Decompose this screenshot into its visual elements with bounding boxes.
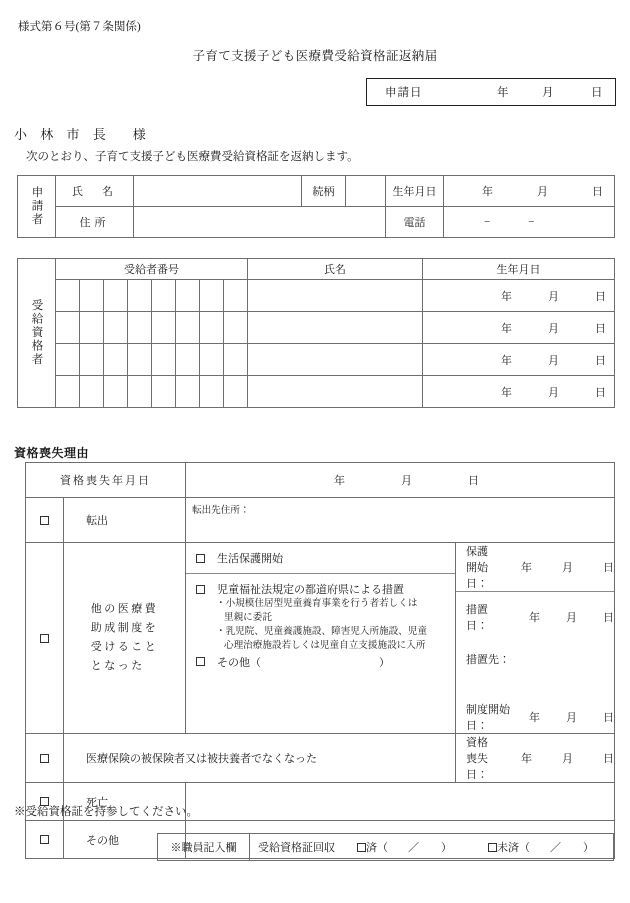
date-day: 日 [603, 753, 614, 765]
option-welfare-start[interactable] [186, 543, 455, 574]
recipient-number-cell[interactable] [80, 344, 104, 376]
loss-date-month: 月 [401, 475, 412, 487]
bullet-line: ・小規模住居型児童養育事業を行う者若しくは [216, 598, 418, 609]
recipient-day: 日 [595, 290, 606, 303]
date-label: 保護開始日： [466, 546, 488, 590]
done-label: 済（ [366, 842, 388, 854]
label-insurance: 医療保険の被保険者又は被扶養者でなくなった [64, 734, 456, 783]
applicant-relation-label: 続柄 [302, 176, 346, 207]
page-title: 子育て支援子ども医療費受給資格証返納届 [192, 49, 438, 63]
loss-date-day: 日 [468, 475, 479, 487]
recipient-year: 年 [501, 322, 512, 335]
applicant-phone-label: 電話 [386, 207, 444, 238]
recipient-month: 月 [548, 386, 559, 399]
table-row [18, 344, 615, 376]
lead-text: 次のとおり、子育て支援子ども医療費受給資格証を返納します。 [26, 151, 359, 163]
recipient-number-cell[interactable] [152, 312, 176, 344]
checkbox-icon[interactable] [40, 634, 49, 643]
recipient-birth-field[interactable] [423, 280, 615, 312]
application-date-year: 年 [497, 87, 509, 99]
option-close-paren: ） [379, 656, 390, 669]
recipient-number-cell[interactable] [128, 312, 152, 344]
label-death: 死亡 [64, 783, 186, 821]
recipient-number-cell[interactable] [56, 344, 80, 376]
option-label: 生活保護開始 [217, 553, 283, 565]
checkbox-icon[interactable] [196, 585, 205, 594]
applicant-relation-field[interactable] [346, 176, 386, 207]
recipient-number-cell[interactable] [176, 344, 200, 376]
birth-day: 日 [592, 186, 603, 198]
bullet-line: ・乳児院、児童養護施設、障害児入所施設、児童 [216, 625, 428, 637]
loss-reason-table [25, 462, 615, 859]
date-month: 月 [566, 612, 577, 624]
recipient-number-cell[interactable] [104, 280, 128, 312]
slash-icon: ／ [408, 842, 419, 854]
recipient-number-cell[interactable] [152, 344, 176, 376]
date-year: 年 [521, 562, 532, 574]
phone-dash-1: − [484, 216, 491, 228]
checkbox-other-subsidy-cell[interactable] [26, 543, 64, 734]
recipient-month: 月 [548, 290, 559, 303]
recipient-day: 日 [595, 322, 606, 335]
option-label: 児童福祉法規定の都道府県による措置 [217, 584, 404, 596]
applicant-phone-field[interactable] [444, 207, 615, 238]
applicant-vertical-label: 申請者 [30, 186, 43, 227]
footer-note: ※受給資格証を持参してください。 [14, 806, 198, 818]
recipient-number-cell[interactable] [152, 280, 176, 312]
table-row [26, 498, 615, 543]
recipient-name-field[interactable] [248, 344, 423, 376]
recipient-number-cell[interactable] [176, 312, 200, 344]
recipient-vertical-label-cell [18, 259, 56, 408]
insurance-date-field[interactable] [456, 734, 615, 783]
application-date-day: 日 [591, 87, 603, 99]
applicant-address-field[interactable] [134, 207, 386, 238]
recipient-number-cell[interactable] [176, 280, 200, 312]
loss-date-year: 年 [334, 475, 345, 487]
transfer-address-field[interactable] [186, 498, 615, 543]
option-row [186, 574, 455, 680]
transfer-address-label: 転出先住所： [192, 505, 250, 516]
checkbox-icon[interactable] [357, 843, 366, 852]
recipient-number-cell[interactable] [56, 312, 80, 344]
recipient-number-cell[interactable] [200, 280, 224, 312]
date-year: 年 [529, 712, 540, 724]
application-date-label: 申請日 [385, 87, 423, 99]
table-row [26, 734, 615, 783]
label-line: 助成制度を [90, 621, 159, 634]
label-line: となった [90, 660, 145, 673]
recipient-number-cell[interactable] [224, 280, 248, 312]
table-row [18, 207, 615, 238]
death-field[interactable] [186, 783, 615, 821]
recipient-number-cell[interactable] [200, 376, 224, 408]
checkbox-icon[interactable] [196, 554, 205, 563]
close-paren: ） [583, 842, 594, 854]
table-row [26, 543, 615, 734]
checkbox-icon[interactable] [196, 657, 205, 666]
table-row [18, 376, 615, 408]
table-row [26, 463, 615, 498]
staff-entry-box [157, 833, 614, 861]
recipient-day: 日 [595, 354, 606, 367]
table-row [18, 280, 615, 312]
addressee-honorific: 様 [132, 127, 151, 142]
date-label: 制度開始日： [466, 704, 510, 732]
recipient-number-cell[interactable] [104, 312, 128, 344]
table-row [18, 312, 615, 344]
phone-dash-2: − [528, 216, 535, 228]
option-child-welfare-measure[interactable] [186, 574, 455, 680]
not-done-label: 未済（ [497, 842, 530, 854]
date-month: 月 [562, 753, 573, 765]
recipient-name-field[interactable] [248, 312, 423, 344]
recipient-birth-field[interactable] [423, 376, 615, 408]
checkbox-icon[interactable] [40, 516, 49, 525]
date-row [456, 543, 614, 592]
checkbox-other-cell[interactable] [26, 821, 64, 859]
bullet-line: 里親に委託 [224, 611, 272, 623]
label-transfer: 転出 [64, 498, 186, 543]
recipient-number-cell[interactable] [56, 280, 80, 312]
recipient-name-field[interactable] [248, 280, 423, 312]
other-subsidy-options [186, 543, 456, 734]
recipient-birth-field[interactable] [423, 312, 615, 344]
slash-icon: ／ [550, 842, 561, 854]
recipient-vertical-label: 受給資格者 [30, 299, 43, 367]
birth-month: 月 [537, 186, 548, 198]
checkbox-icon[interactable] [40, 835, 49, 844]
placement-label: 措置先： [466, 654, 510, 666]
applicant-name-label: 氏 名 [56, 176, 134, 207]
recipient-number-cell[interactable] [80, 280, 104, 312]
table-row [18, 259, 615, 280]
applicant-table [17, 175, 615, 238]
recipient-birth-header: 生年月日 [423, 259, 615, 280]
birth-year: 年 [482, 186, 493, 198]
label-line: 受けること [90, 641, 159, 653]
recipient-day: 日 [595, 386, 606, 399]
recipient-name-field[interactable] [248, 376, 423, 408]
checkbox-icon[interactable] [40, 754, 49, 763]
recipient-year: 年 [501, 386, 512, 399]
applicant-address-label: 住所 [56, 207, 134, 238]
applicant-vertical-label-cell [18, 176, 56, 238]
recipient-month: 月 [548, 354, 559, 367]
recipient-number-cell[interactable] [104, 344, 128, 376]
recipient-number-cell[interactable] [200, 312, 224, 344]
option-list [186, 543, 455, 679]
form-code: 様式第６号(第７条関係) [18, 21, 141, 33]
recipient-number-cell[interactable] [152, 376, 176, 408]
protection-start-date[interactable] [456, 543, 614, 592]
option-label: その他（ [217, 656, 261, 669]
checkbox-transfer-cell[interactable] [26, 498, 64, 543]
addressee [14, 124, 151, 143]
date-day: 日 [603, 562, 614, 574]
label-other: その他 [64, 821, 186, 859]
recipient-number-header: 受給者番号 [56, 259, 248, 280]
other-subsidy-dates [456, 543, 615, 734]
applicant-birth-field[interactable] [444, 176, 615, 207]
recipient-number-cell[interactable] [80, 376, 104, 408]
option-other[interactable] [186, 654, 455, 670]
recipient-year: 年 [501, 290, 512, 303]
label-other-subsidy [64, 543, 186, 734]
recipient-number-cell[interactable] [128, 376, 152, 408]
checkbox-insurance-cell[interactable] [26, 734, 64, 783]
addressee-name: 小 林 市 長 [14, 127, 111, 142]
recipient-number-cell[interactable] [176, 376, 200, 408]
recipient-table [17, 258, 615, 408]
application-date-box [366, 78, 616, 106]
recipient-number-cell[interactable] [104, 376, 128, 408]
recipient-year: 年 [501, 354, 512, 367]
loss-date-label: 資格喪失年月日 [26, 463, 186, 498]
date-label: 資格喪失日： [466, 737, 488, 781]
date-list [456, 543, 614, 733]
date-month: 月 [566, 712, 577, 724]
recipient-number-cell[interactable] [80, 312, 104, 344]
recipient-number-cell[interactable] [56, 376, 80, 408]
applicant-name-field[interactable] [134, 176, 302, 207]
option-bullets [186, 597, 455, 653]
date-row [456, 592, 614, 734]
option-row [186, 543, 455, 574]
date-day: 日 [603, 712, 614, 724]
recipient-birth-field[interactable] [423, 344, 615, 376]
close-paren: ） [441, 842, 452, 854]
applicant-birth-label: 生年月日 [386, 176, 444, 207]
label-line: 他の医療費 [90, 602, 159, 615]
date-label: 措置日： [466, 604, 488, 632]
table-row [158, 834, 614, 861]
recipient-month: 月 [548, 322, 559, 335]
application-date-month: 月 [542, 87, 554, 99]
staff-entry-label: ※職員記入欄 [158, 834, 250, 861]
recipient-name-header: 氏名 [248, 259, 423, 280]
collection-label: 受給資格証回収 [258, 842, 335, 854]
recipient-number-cell[interactable] [200, 344, 224, 376]
recipient-number-cell[interactable] [224, 312, 248, 344]
bullet-line: 心理治療施設若しくは児童自立支援施設に入所 [224, 639, 426, 651]
recipient-number-cell[interactable] [224, 344, 248, 376]
date-month: 月 [562, 562, 573, 574]
recipient-number-cell[interactable] [224, 376, 248, 408]
table-row [18, 176, 615, 207]
measure-details[interactable] [456, 592, 614, 734]
recipient-number-cell[interactable] [128, 280, 152, 312]
date-year: 年 [521, 753, 532, 765]
loss-date-field[interactable] [186, 463, 615, 498]
date-day: 日 [603, 612, 614, 624]
loss-reason-heading: 資格喪失理由 [14, 446, 90, 460]
recipient-number-cell[interactable] [128, 344, 152, 376]
certificate-collection-field[interactable] [250, 834, 614, 861]
checkbox-icon[interactable] [488, 843, 497, 852]
date-year: 年 [529, 612, 540, 624]
